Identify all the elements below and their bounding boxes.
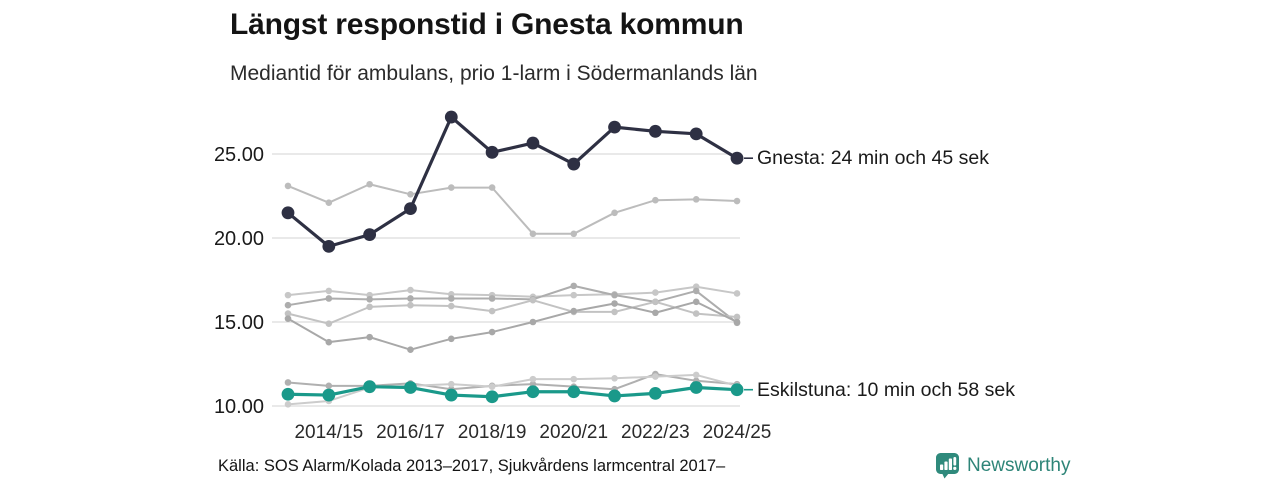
series-line-context-4: [288, 300, 737, 324]
data-point-context-6: [285, 379, 292, 386]
data-point-gnesta: [567, 158, 580, 171]
data-point-eskilstuna: [690, 381, 703, 394]
data-point-context-4: [693, 310, 700, 317]
data-point-context-7: [489, 383, 496, 390]
data-point-context-1: [407, 191, 414, 198]
data-point-context-3: [366, 296, 373, 303]
x-axis-tick-label: 2014/15: [294, 422, 364, 443]
data-point-context-3: [326, 295, 333, 302]
data-point-context-1: [570, 231, 577, 238]
data-point-context-4: [530, 297, 537, 304]
data-point-eskilstuna: [404, 381, 417, 394]
series-line-gnesta: [288, 117, 737, 246]
data-point-gnesta: [527, 137, 540, 150]
data-point-context-5: [407, 346, 414, 353]
data-point-context-7: [530, 376, 537, 383]
data-point-context-1: [611, 210, 618, 217]
data-point-context-7: [611, 375, 618, 382]
data-point-context-2: [570, 292, 577, 299]
series-label-gnesta: Gnesta: 24 min och 45 sek: [757, 147, 989, 169]
y-axis-tick-label: 10.00: [213, 396, 264, 418]
x-axis-tick-label: 2020/21: [539, 422, 609, 443]
data-point-context-5: [489, 329, 496, 336]
data-point-context-1: [652, 197, 659, 204]
data-point-eskilstuna: [527, 385, 540, 398]
data-point-context-7: [448, 381, 455, 388]
newsworthy-wordmark: Newsworthy: [967, 454, 1071, 476]
data-point-context-5: [285, 315, 292, 322]
y-axis-tick-label: 20.00: [213, 228, 264, 250]
x-axis-tick-label: 2016/17: [376, 422, 445, 443]
data-point-context-4: [489, 308, 496, 315]
data-point-context-5: [448, 336, 455, 343]
data-point-context-5: [326, 339, 333, 346]
data-point-context-2: [326, 288, 333, 295]
data-point-gnesta: [731, 152, 744, 165]
data-point-context-3: [489, 295, 496, 302]
newsworthy-chart-bubble-icon: [935, 452, 960, 479]
data-point-gnesta: [404, 202, 417, 215]
data-point-context-7: [652, 373, 659, 380]
data-point-context-7: [285, 401, 292, 408]
data-point-context-2: [652, 289, 659, 296]
data-point-context-1: [366, 181, 373, 188]
data-point-gnesta: [282, 206, 295, 219]
series-line-context-5: [288, 302, 737, 350]
series-line-context-1: [288, 184, 737, 234]
data-point-context-4: [407, 302, 414, 309]
data-point-context-5: [693, 299, 700, 306]
data-point-eskilstuna: [649, 387, 662, 400]
data-point-context-2: [285, 292, 292, 299]
data-point-context-6: [326, 383, 333, 390]
data-point-gnesta: [649, 125, 662, 138]
data-point-context-4: [366, 304, 373, 311]
data-point-gnesta: [445, 111, 458, 124]
data-point-context-2: [734, 290, 741, 297]
x-axis-tick-label: 2018/19: [457, 422, 527, 443]
x-axis-tick-label: 2024/25: [702, 422, 772, 443]
data-point-context-1: [489, 184, 496, 191]
data-point-context-3: [570, 283, 577, 290]
data-point-gnesta: [486, 146, 499, 159]
data-point-context-4: [611, 309, 618, 316]
y-axis-tick-label: 25.00: [213, 144, 264, 166]
data-point-context-7: [693, 372, 700, 379]
source-note: Källa: SOS Alarm/Kolada 2013–2017, Sjukvårdens larmcentral 2017–: [218, 457, 726, 475]
data-point-eskilstuna: [445, 389, 458, 402]
data-point-context-4: [326, 320, 333, 327]
data-point-gnesta: [322, 240, 335, 253]
y-axis-tick-label: 15.00: [213, 312, 264, 334]
data-point-context-3: [407, 295, 414, 302]
data-point-gnesta: [608, 121, 621, 134]
data-point-context-1: [326, 199, 333, 206]
data-point-context-1: [285, 183, 292, 190]
data-point-eskilstuna: [282, 388, 295, 401]
data-point-gnesta: [363, 228, 376, 241]
data-point-context-5: [570, 308, 577, 315]
data-point-eskilstuna: [486, 390, 499, 403]
data-point-context-5: [530, 319, 537, 326]
data-point-context-3: [693, 288, 700, 295]
data-point-context-4: [448, 303, 455, 310]
data-point-context-1: [693, 196, 700, 203]
chart-subtitle: Mediantid för ambulans, prio 1-larm i Södermanlands län: [230, 62, 758, 85]
data-point-context-7: [570, 376, 577, 383]
series-line-context-2: [288, 287, 737, 297]
chart-title: Längst responstid i Gnesta kommun: [230, 8, 744, 41]
newsworthy-logo: [935, 452, 1070, 479]
data-point-eskilstuna: [322, 389, 335, 402]
data-point-context-5: [734, 319, 741, 326]
data-point-context-3: [285, 302, 292, 309]
data-point-eskilstuna: [608, 390, 621, 403]
data-point-eskilstuna: [731, 383, 744, 396]
data-point-context-1: [530, 231, 537, 238]
data-point-context-3: [611, 292, 618, 299]
data-point-context-3: [448, 295, 455, 302]
x-axis-tick-label: 2022/23: [621, 422, 690, 443]
data-point-context-1: [448, 184, 455, 191]
data-point-gnesta: [690, 127, 703, 140]
data-point-context-1: [734, 198, 741, 205]
data-point-eskilstuna: [363, 380, 376, 393]
series-label-eskilstuna: Eskilstuna: 10 min och 58 sek: [757, 379, 1015, 401]
data-point-context-5: [611, 300, 618, 307]
data-point-context-5: [366, 334, 373, 341]
data-point-context-5: [652, 309, 659, 316]
data-point-context-4: [652, 299, 659, 306]
data-point-context-2: [407, 287, 414, 294]
data-point-eskilstuna: [567, 385, 580, 398]
